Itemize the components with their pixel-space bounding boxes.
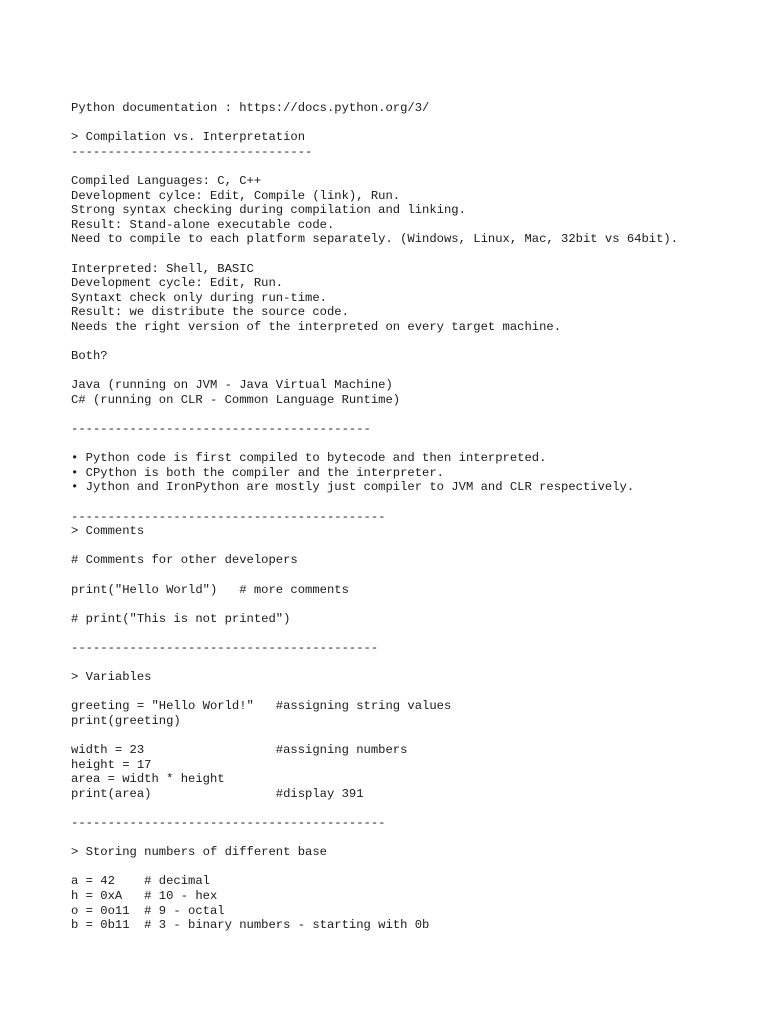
document-line: • Python code is first compiled to bytecode and then interpreted. [71, 451, 547, 466]
document-line: > Compilation vs. Interpretation [71, 130, 306, 145]
document-line [71, 831, 678, 846]
document-line: height = 17 [71, 757, 152, 772]
document-line [71, 568, 678, 583]
document-line: print(greeting) [71, 713, 181, 728]
document-line [71, 495, 678, 510]
document-line: b = 0b11 # 3 - binary numbers - starting with 0b [71, 918, 430, 933]
document-line [71, 685, 678, 700]
document-text [71, 101, 678, 933]
document-line: area = width * height [71, 772, 225, 787]
document-line [71, 539, 678, 554]
document-line: Development cycle: Edit, Run. [71, 276, 284, 291]
document-line: Needs the right version of the interpreted on every target machine. [71, 319, 562, 334]
document-line: Both? [71, 349, 108, 364]
document-line: > Storing numbers of different base [71, 845, 327, 860]
document-line: a = 42 # decimal [71, 874, 210, 889]
document-line [71, 860, 678, 875]
document-line: Python documentation : https://docs.python.org/3/ [71, 101, 430, 115]
document-line [71, 159, 678, 174]
document-line: ----------------------------------------- [71, 422, 371, 437]
document-line [71, 116, 678, 131]
document-line: --------------------------------- [71, 144, 313, 159]
document-line: Java (running on JVM - Java Virtual Machine) [71, 378, 393, 393]
document-line: Syntaxt check only during run-time. [71, 290, 327, 305]
document-line: o = 0o11 # 9 - octal [71, 903, 225, 918]
document-line: print(area) #display 391 [71, 786, 364, 801]
document-line: • Jython and IronPython are mostly just compiler to JVM and CLR respectively. [71, 480, 635, 495]
document-line [71, 626, 678, 641]
document-line [71, 597, 678, 612]
document-line: h = 0xA # 10 - hex [71, 889, 218, 904]
document-line [71, 802, 678, 817]
document-line: greeting = "Hello World!" #assigning string values [71, 699, 452, 714]
document-line [71, 656, 678, 671]
document-line [71, 407, 678, 422]
document-line: print("Hello World") # more comments [71, 582, 349, 597]
document-line: Development cylce: Edit, Compile (link), Run. [71, 188, 401, 203]
document-line: Result: Stand-alone executable code. [71, 217, 335, 232]
document-line: Strong syntax checking during compilation and linking. [71, 203, 466, 218]
document-line: Interpreted: Shell, BASIC [71, 261, 254, 276]
document-line: • CPython is both the compiler and the interpreter. [71, 465, 444, 480]
document-line [71, 364, 678, 379]
document-line: # print("This is not printed") [71, 611, 291, 626]
document-line [71, 335, 678, 350]
document-line: ------------------------------------------- [71, 509, 386, 524]
document-line: # Comments for other developers [71, 553, 298, 568]
document-line [71, 247, 678, 262]
document-line: Compiled Languages: C, C++ [71, 173, 262, 188]
document-line: Need to compile to each platform separately. (Windows, Linux, Mac, 32bit vs 64bit). [71, 232, 679, 247]
document-line: ------------------------------------------ [71, 640, 379, 655]
document-line: ------------------------------------------- [71, 816, 386, 831]
document-line: > Variables [71, 670, 152, 685]
document-line [71, 437, 678, 452]
document-line: width = 23 #assigning numbers [71, 743, 408, 758]
document-line: > Comments [71, 524, 145, 539]
document-line: Result: we distribute the source code. [71, 305, 349, 320]
document-line: C# (running on CLR - Common Language Runtime) [71, 392, 401, 407]
document-line [71, 729, 678, 744]
